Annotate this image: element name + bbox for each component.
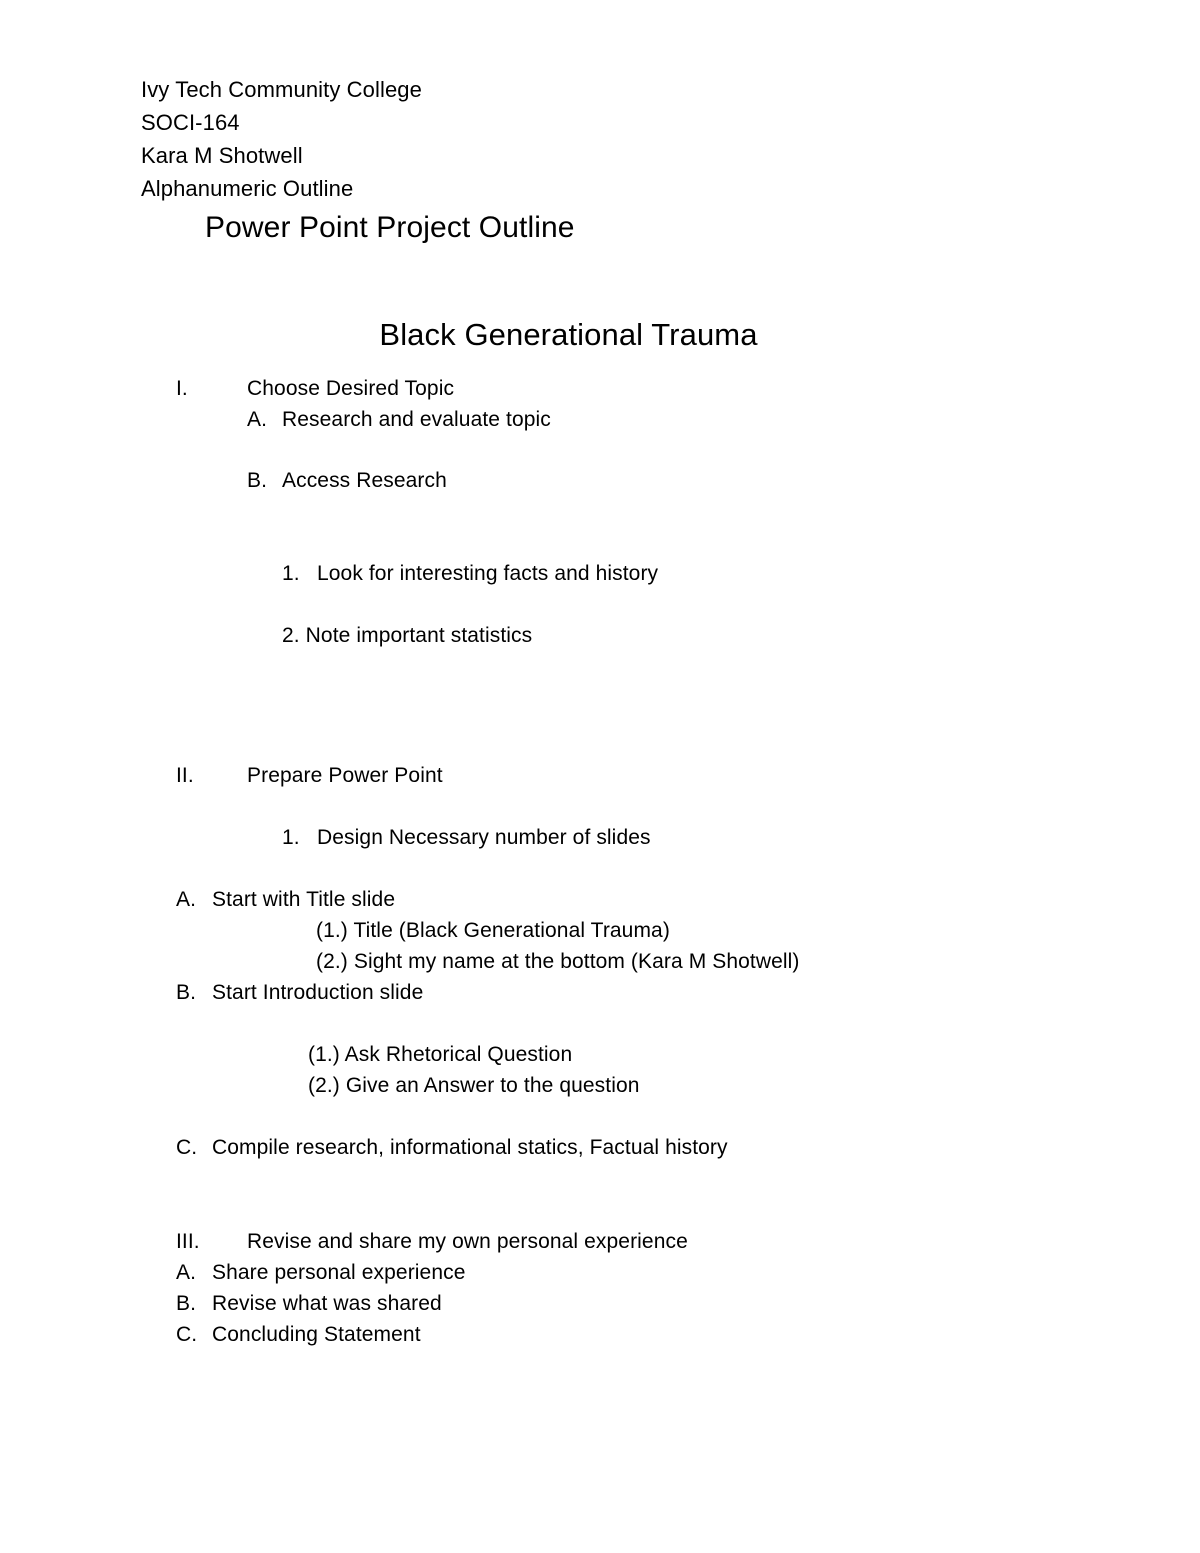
section-2-item-1-marker: 1. [282,826,300,849]
page-title: Power Point Project Outline [205,211,575,244]
section-3-b-text: Revise what was shared [212,1292,442,1315]
section-1-b-marker: B. [247,469,268,492]
section-1-marker: I. [176,377,188,400]
section-2-c-marker: C. [176,1136,198,1159]
course-code: SOCI-164 [141,110,240,135]
section-1-item-2-text: 2. Note important statistics [282,624,533,647]
section-2-heading: Prepare Power Point [247,764,443,787]
section-3-b-marker: B. [176,1292,197,1315]
section-1-item-1-text: Look for interesting facts and history [317,562,659,585]
section-2-a-sub-2: (2.) Sight my name at the bottom (Kara M Shotwell) [316,950,800,973]
section-3-heading: Revise and share my own personal experience [247,1230,688,1253]
section-2-b-text: Start Introduction slide [212,981,424,1004]
section-2-marker: II. [176,764,194,787]
section-1-item-1-marker: 1. [282,562,300,585]
section-1-a-marker: A. [247,408,268,431]
section-2-a-sub-1: (1.) Title (Black Generational Trauma) [316,919,670,942]
section-1-heading: Choose Desired Topic [247,377,455,400]
document-type: Alphanumeric Outline [141,176,354,201]
section-2-item-1-text: Design Necessary number of slides [317,826,651,849]
outline-subtitle: Black Generational Trauma [379,317,758,352]
section-1-b-text: Access Research [282,469,447,492]
section-3-c-text: Concluding Statement [212,1323,421,1346]
section-2-b-marker: B. [176,981,197,1004]
section-2-b-sub-2: (2.) Give an Answer to the question [308,1074,640,1097]
section-2-a-text: Start with Title slide [212,888,396,911]
section-3-c-marker: C. [176,1323,198,1346]
section-1-a-text: Research and evaluate topic [282,408,551,431]
college-name: Ivy Tech Community College [141,77,422,102]
section-3-marker: III. [176,1230,200,1253]
section-2-c-text: Compile research, informational statics, Factual history [212,1136,728,1159]
section-3-a-text: Share personal experience [212,1261,466,1284]
section-3-a-marker: A. [176,1261,197,1284]
section-2-b-sub-1: (1.) Ask Rhetorical Question [308,1043,573,1066]
author-name: Kara M Shotwell [141,143,303,168]
section-2-a-marker: A. [176,888,197,911]
